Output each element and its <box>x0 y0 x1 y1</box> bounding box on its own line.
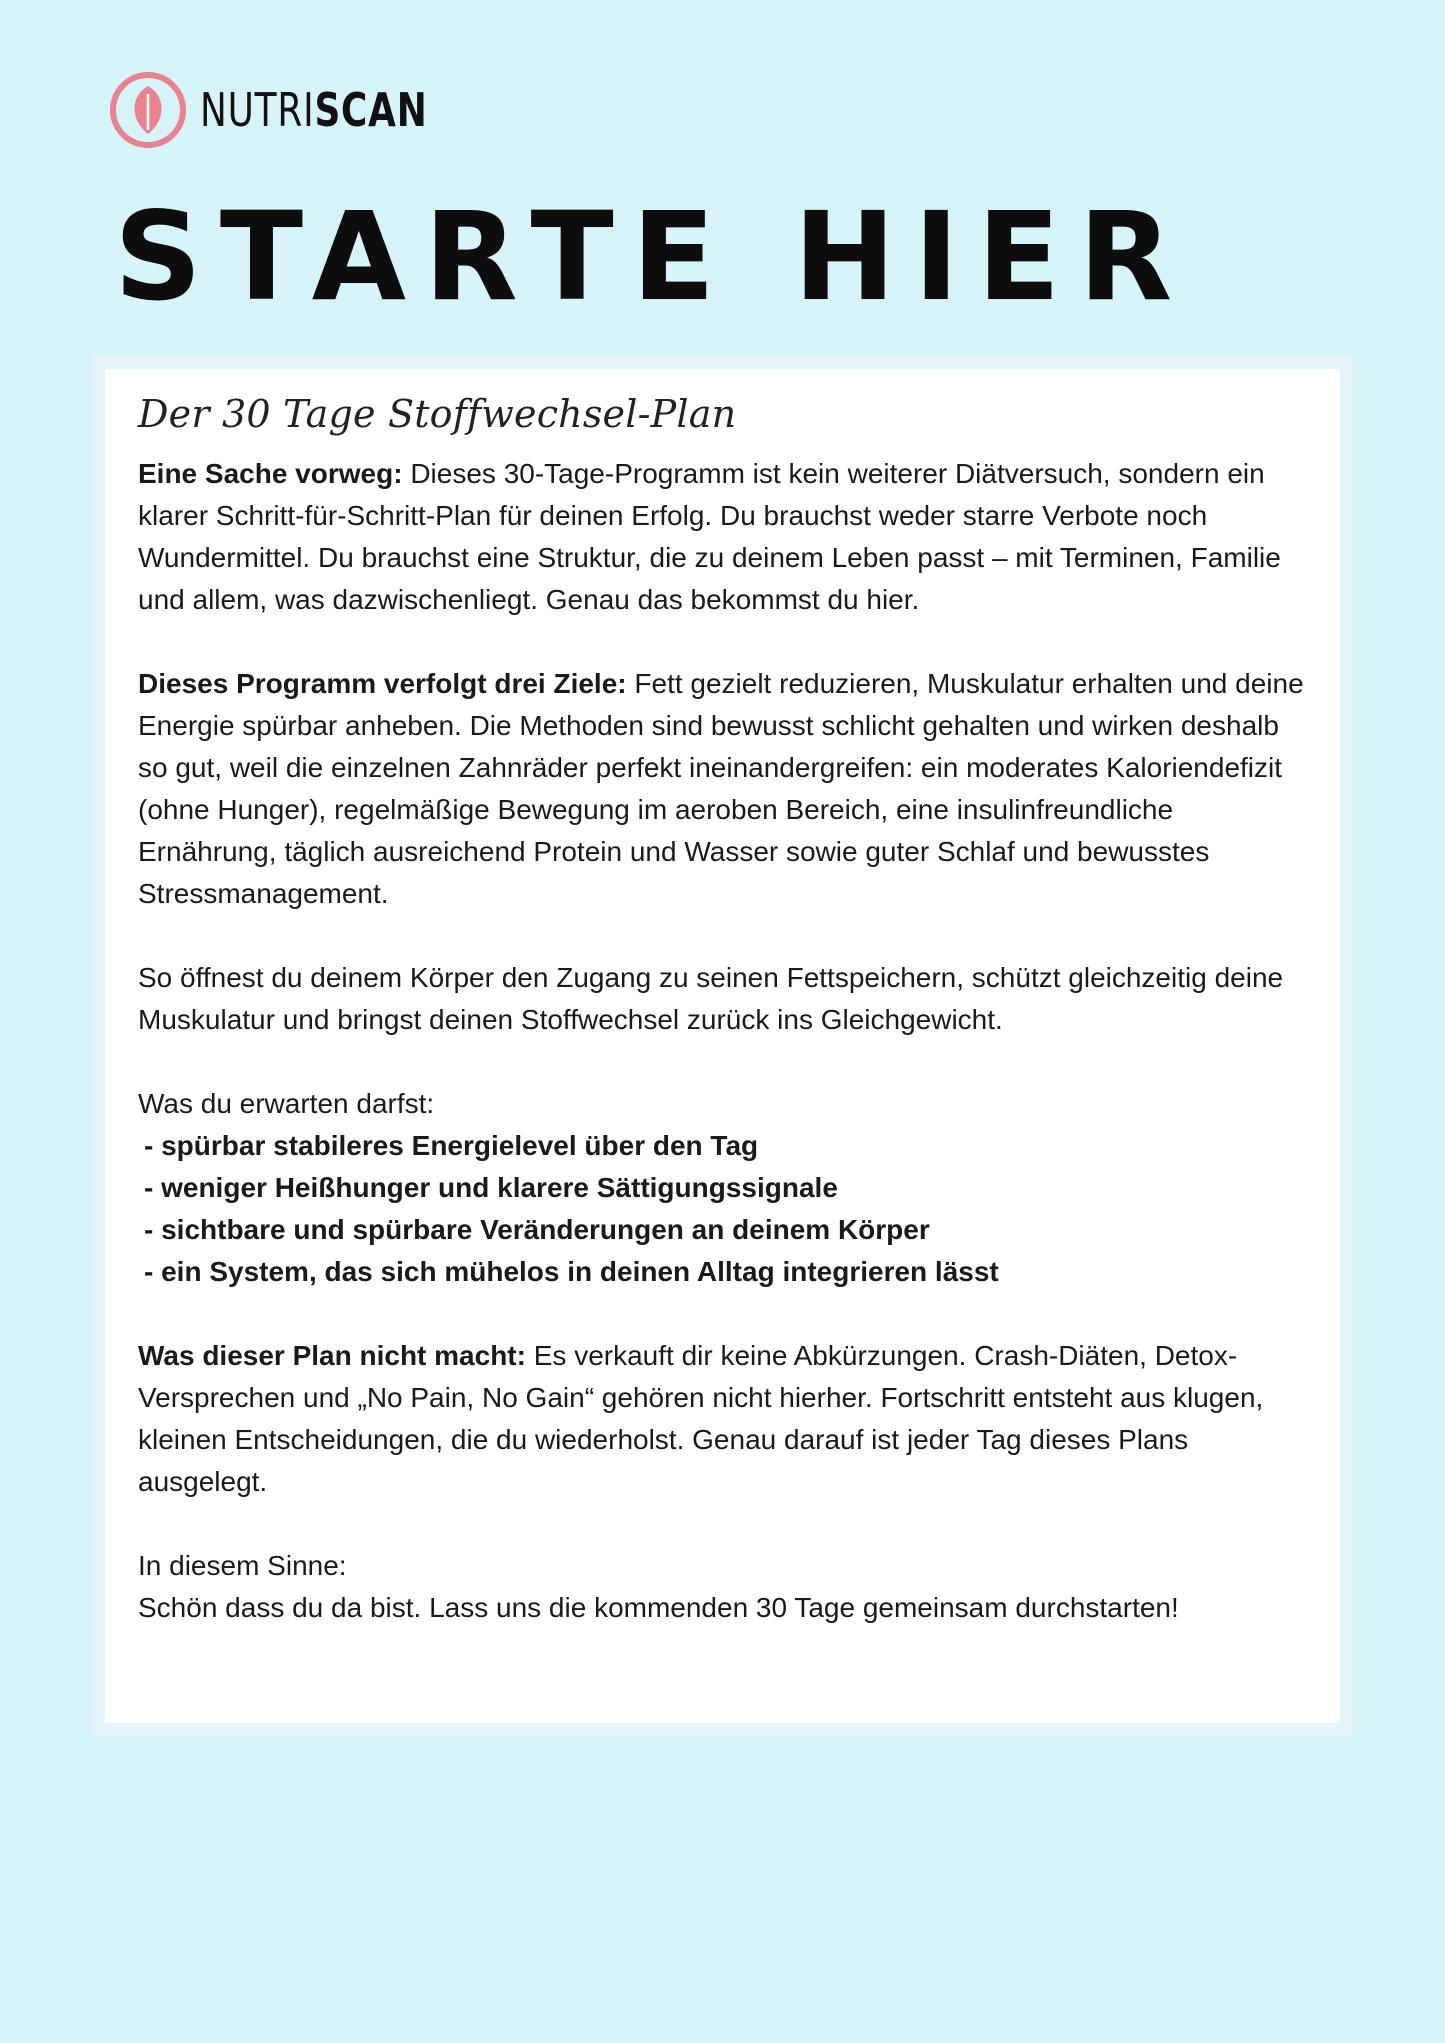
list-item: - weniger Heißhunger und klarere Sättigungssignale <box>144 1171 838 1203</box>
content-card <box>105 369 1340 1723</box>
not-doing-text: Es verkauft dir keine Abkürzungen. Crash-Diäten, Detox-Versprechen und „No Pain, No Gain“ gehören nicht hierher. Fortschritt entsteht aus klugen, kleinen Entscheidungen, die du wiederholst. Genau darauf ist jeder Tag dieses Plans ausgelegt. <box>138 1339 1264 1497</box>
goals-paragraph <box>138 663 1310 915</box>
brand-name-part2: SCAN <box>314 83 428 137</box>
goals-lead: Dieses Programm verfolgt drei Ziele: <box>138 667 627 699</box>
list-item: - ein System, das sich mühelos in deinen Alltag integrieren lässt <box>144 1255 999 1287</box>
not-doing-paragraph <box>138 1335 1310 1503</box>
effect-paragraph: So öffnest du deinem Körper den Zugang zu seinen Fettspeichern, schützt gleichzeitig deine Muskulatur und bringst deinen Stoffwechsel zurück ins Gleichgewicht. <box>138 961 1284 1035</box>
closing-line-2: Schön dass du da bist. Lass uns die kommenden 30 Tage gemeinsam durchstarten! <box>138 1591 1179 1623</box>
goals-text: Fett gezielt reduzieren, Muskulatur erhalten und deine Energie spürbar anheben. Die Methoden sind bewusst schlicht gehalten und wirken deshalb so gut, weil die einzelnen Zahnräder perfekt ineinandergreifen: ein moderates Kaloriendefizit (ohne Hunger), regelmäßige Bewegung im aeroben Bereich, eine insulinfreundliche Ernährung, täglich ausreichend Protein und Wasser sowie guter Schlaf und bewusstes Stressmanagement. <box>138 667 1304 909</box>
intro-text: Dieses 30-Tage-Programm ist kein weiterer Diätversuch, sondern ein klarer Schritt-für-Schritt-Plan für deinen Erfolg. Du brauchst weder starre Verbote noch Wundermittel. Du brauchst eine Struktur, die zu deinem Leben passt – mit Terminen, Familie und allem, was dazwischenliegt. Genau das bekommst du hier. <box>138 457 1281 615</box>
intro-paragraph <box>138 453 1310 621</box>
page-headline: STARTE HIER <box>114 186 1191 328</box>
brand-logo <box>108 68 492 152</box>
closing-line-1: In diesem Sinne: <box>138 1549 347 1581</box>
card-title: Der 30 Tage Stoffwechsel-Plan <box>138 392 737 436</box>
brand-name-part1: NUTRI <box>200 83 315 137</box>
list-item: - sichtbare und spürbare Veränderungen an deinem Körper <box>144 1213 930 1245</box>
leaf-circle-icon <box>108 70 188 150</box>
not-doing-lead: Was dieser Plan nicht macht: <box>138 1339 526 1371</box>
expect-heading: Was du erwarten darfst: <box>138 1087 435 1119</box>
intro-lead: Eine Sache vorweg: <box>138 457 403 489</box>
expect-list <box>138 1125 1310 1293</box>
brand-name <box>200 83 428 137</box>
list-item: - spürbar stabileres Energielevel über den Tag <box>144 1129 759 1161</box>
